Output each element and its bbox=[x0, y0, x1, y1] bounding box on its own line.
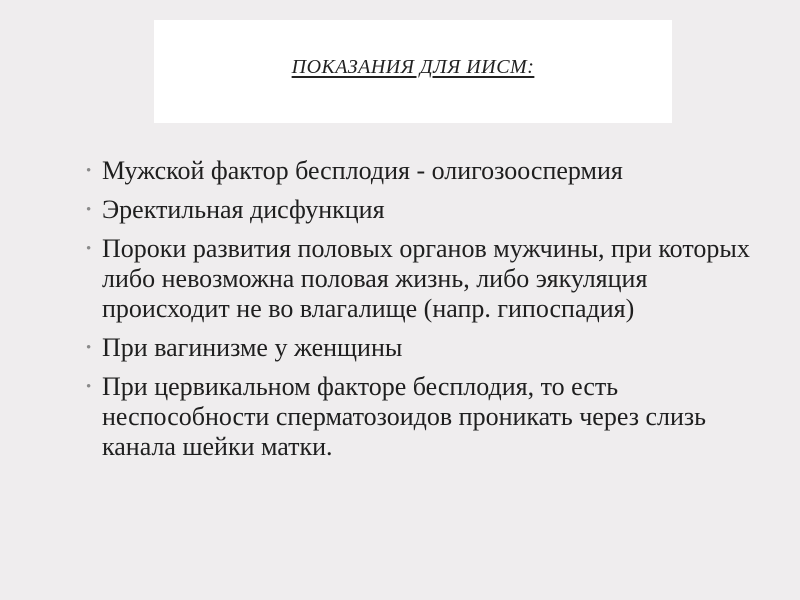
bullet-text: При вагинизме у женщины bbox=[102, 333, 403, 362]
bullet-icon: • bbox=[86, 241, 92, 257]
bullet-text: При цервикальном факторе бесплодия, то есть неспособности сперматозоидов проникать через слизь канала шейки матки. bbox=[102, 372, 707, 461]
list-item bbox=[86, 333, 776, 363]
title-box bbox=[154, 20, 672, 123]
list-item bbox=[86, 372, 776, 462]
list-item bbox=[86, 195, 776, 225]
bullet-icon: • bbox=[86, 202, 92, 218]
bullet-icon: • bbox=[86, 163, 92, 179]
list-item bbox=[86, 156, 776, 186]
slide-title: ПОКАЗАНИЯ ДЛЯ ИИСМ: bbox=[291, 56, 535, 78]
bullet-text: Мужской фактор бесплодия - олигозооспермия bbox=[102, 156, 623, 185]
bullet-icon: • bbox=[86, 340, 92, 356]
list-item bbox=[86, 234, 776, 324]
bullet-icon: • bbox=[86, 379, 92, 395]
bullet-list bbox=[86, 156, 776, 471]
bullet-text: Пороки развития половых органов мужчины, при которых либо невозможна половая жизнь, либо эякуляция происходит не во влагалище (напр. гипоспадия) bbox=[102, 234, 750, 323]
bullet-text: Эректильная дисфункция bbox=[102, 195, 385, 224]
